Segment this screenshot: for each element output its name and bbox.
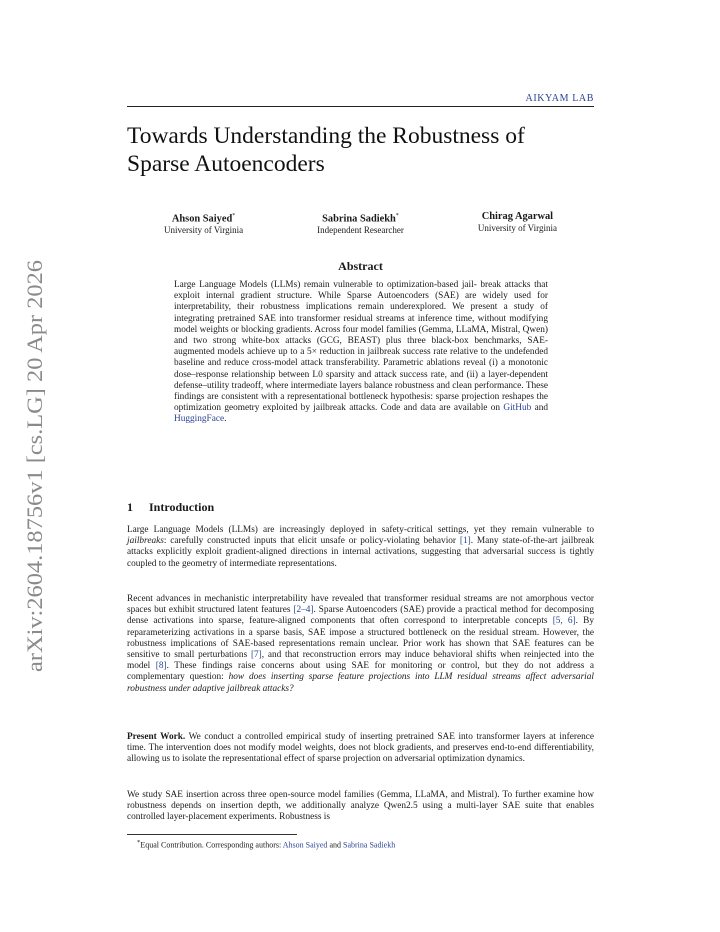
paragraph-line: To further examine how robustness depends on insertion depth, we additionally analyze Qwen2.5 — [127, 790, 595, 812]
paragraph-text: Large Language Models (LLMs) are increasingly deployed in safety-critical settings, yet they remain vulnerable to — [127, 525, 594, 535]
author-link-ahson[interactable]: Ahson Saiyed — [282, 840, 328, 850]
abstract-and-text: and — [531, 403, 549, 414]
abstract-line: gradients. Across four model families (Gemma, LLaMA, Mistral, Qwen) and — [174, 324, 548, 347]
abstract-heading: Abstract — [338, 259, 383, 273]
paragraph-text: . By reparameterizing activations in a sparse basis, SAE impose a structured bottleneck on the residual stream. However, the robustness implications of SAE-based representations remain unclear. Prior work has shown that SAE features can be sensitive to small perturbations — [127, 616, 595, 661]
paragraph-line: We study SAE insertion across three open-source model families (Gemma, LLaMA, and Mistral). — [127, 790, 500, 800]
author-block — [164, 210, 243, 236]
author-affiliation: University of Virginia — [477, 223, 557, 233]
equal-contribution-mark: * — [395, 213, 399, 219]
footnote — [137, 838, 594, 851]
paragraph-text: We conduct a controlled empirical study of inserting pretrained SAE into transformer layers at inference time. The intervention does not modify model weights, does not block gradients, and preserves end-to-end differentiability, allowing us to isolate the representational effect of sparse projection on adversarial optimization dynamics. — [127, 732, 595, 765]
abstract-last-line-prefix: attacks. Code and data are available on — [349, 403, 504, 414]
arxiv-id-text: arXiv:2604.18756v1 [cs.LG] 20 Apr 2026 — [22, 292, 47, 672]
abstract-line: L0 sparsity and attack success rate, and (ii) a layer-dependent defense–utility — [174, 369, 548, 391]
intro-paragraph-1 — [127, 525, 594, 570]
citation-link[interactable]: [7] — [250, 650, 262, 661]
citation-link[interactable]: [2–4] — [293, 605, 314, 616]
abstract-period: . — [224, 414, 227, 425]
abstract-line: residual streams at inference time, without modifying model weights or blocking — [174, 313, 548, 335]
intro-paragraph-4 — [127, 790, 594, 824]
abstract-line: two strong white-box attacks (GCG, BEAST) plus three black-box benchmarks, — [193, 336, 522, 347]
author-block — [478, 210, 557, 236]
paragraph-text: Recent advances in mechanistic interpretability have revealed that transformer residual streams are not amorphous vector spaces but exhibit structured latent features — [127, 594, 594, 616]
section-heading-introduction — [127, 500, 214, 515]
intro-paragraph-2 — [127, 594, 594, 695]
huggingface-link[interactable]: HuggingFace — [174, 414, 225, 425]
abstract-line: relative to the undefended baseline and reduce cross-model attack transferability. — [174, 347, 548, 369]
paragraph-text: : carefully constructed inputs that elicit unsafe or policy-violating behavior — [163, 536, 460, 547]
paragraph-text: , and that reconstruction errors may induce behavioral shifts when reinjected into the model — [127, 650, 594, 672]
equal-contribution-mark: * — [232, 213, 236, 219]
footnote-text: Equal Contribution. Corresponding authors: — [140, 840, 283, 850]
arxiv-stamp-svg — [14, 258, 54, 672]
citation-link[interactable]: [1] — [459, 536, 471, 547]
header-rule — [127, 106, 594, 107]
abstract-body — [174, 280, 548, 426]
github-link[interactable]: GitHub — [503, 403, 532, 414]
paragraph-text: . Many state-of-the-art jailbreak attacks explicitly exploit gradient-aligned directions in internal activations, suggesting that adversarial success is tightly coupled to the geometry of intermediate representations. — [127, 536, 594, 569]
author-link-sabrina[interactable]: Sabrina Sadiekh — [343, 840, 396, 850]
footnote-rule — [127, 834, 297, 835]
author-block — [317, 210, 404, 236]
abstract-line: Parametric ablations reveal (i) a monotonic dose–response relationship between — [174, 358, 549, 380]
abstract-line: sparse projection reshapes the optimization geometry exploited by jailbreak — [174, 392, 549, 414]
author-list — [127, 210, 594, 236]
present-work-label: Present Work. — [127, 732, 186, 742]
citation-link[interactable]: [8] — [155, 661, 167, 672]
paragraph-line: using a multi-layer SAE suite that enables controlled layer-placement experiments. Robustness is — [127, 801, 594, 823]
footnote-and: and — [327, 840, 343, 850]
header-lab-name: AIKYAM LAB — [525, 93, 594, 104]
paper-title — [127, 122, 597, 178]
abstract-line: These findings are consistent with a representational bottleneck hypothesis: — [174, 380, 549, 403]
research-question: how does inserting sparse feature projections into LLM residual streams affect adversarial robustness under adaptive jailbreak attacks? — [127, 672, 594, 694]
arxiv-identifier-stamp — [14, 258, 54, 672]
abstract-line: underexplored. We present a study of integrating pretrained SAE into transformer — [174, 302, 549, 324]
abstract-line: SAE-augmented models achieve up to a 5× reduction in jailbreak success rate — [174, 336, 549, 358]
paragraph-text: . These findings raise concerns about using SAE for monitoring or control, but they do not address a complementary question: — [127, 661, 594, 683]
footnote-mark: * — [137, 839, 141, 846]
section-number: 1 — [127, 500, 133, 514]
title-line-2: Sparse Autoencoders — [127, 151, 325, 177]
author-name: Ahson Saiyed — [171, 213, 233, 225]
abstract-line: tradeoff, where intermediate layers balance robustness and clean performance. — [231, 380, 524, 391]
abstract-line: Large Language Models (LLMs) remain vulnerable to optimization-based jail- — [174, 280, 477, 290]
emphasis-jailbreaks: jailbreaks — [127, 536, 164, 547]
abstract-line: break attacks that exploit internal gradient structure. While Sparse Autoencoders — [174, 280, 549, 302]
title-line-1: Towards Understanding the Robustness of — [127, 123, 525, 149]
paragraph-text: . Sparse Autoencoders (SAE) provide a practical method for decomposing dense activations into sparse, feature-aligned components that often correspond to interpretable concepts — [127, 605, 594, 627]
author-affiliation: University of Virginia — [164, 225, 244, 236]
citation-link[interactable]: [5, 6] — [552, 616, 576, 627]
author-name: Sabrina Sadiekh — [322, 213, 396, 225]
abstract-line: (SAE) are widely used for interpretability, their robustness implications remain — [174, 291, 548, 313]
author-affiliation: Independent Researcher — [317, 225, 404, 236]
author-name: Chirag Agarwal — [481, 211, 554, 222]
section-title: Introduction — [149, 500, 215, 514]
present-work-paragraph — [127, 732, 594, 766]
